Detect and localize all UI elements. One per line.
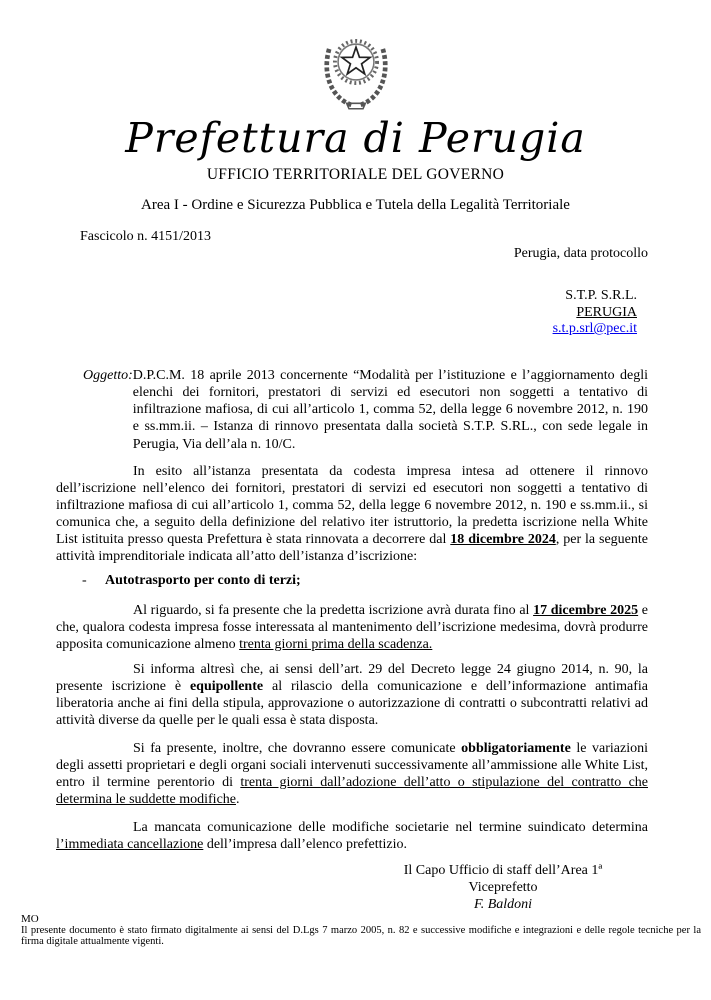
activity-label: Autotrasporto per conto di terzi; — [105, 572, 301, 588]
bullet-dash: - — [82, 572, 87, 588]
signer-role-line2: Viceprefetto — [468, 879, 538, 895]
institution-title: Prefettura di Perugia — [125, 114, 586, 162]
signer-name: F. Baldoni — [473, 896, 533, 912]
paragraph-obligations: Si fa presente, inoltre, che dovranno essere comunicate obbligatoriamente le variazioni degli assetti proprietari e degli organi sociali intervenuti successivamente all’ammissione alle White List, entro il termine perentorio di trenta giorni dall’adozione dell’atto o stipulazione del contratto che determina le suddette modifiche. — [56, 740, 648, 807]
department-line: Area I - Ordine e Sicurezza Pubblica e Tutela della Legalità Territoriale — [141, 197, 570, 213]
file-number: Fascicolo n. 4151/2013 — [80, 229, 212, 244]
letter-body — [56, 229, 648, 913]
recipient-email-link[interactable]: s.t.p.srl@pec.it — [552, 321, 637, 336]
digital-signature-note: Il presente documento è stato firmato digitalmente ai sensi del D.Lgs 7 marzo 2005, n. 82 e successive modifiche e integrazioni e delle regole tecniche per la firma digitale attualmente vigenti. — [21, 924, 701, 948]
subject-text: D.P.C.M. 18 aprile 2013 concernente “Modalità per l’istituzione e l’aggiornamento degli elenchi dei fornitori, prestatori di servizi ed esecutori non soggetti a tentativo di infiltrazione mafiosa, di cui all’articolo 1, comma 52, della legge 6 novembre 2012, n. 190 e ss.mm.ii. – Istanza di rinnovo presentata dalla società S.T.P. S.RL., con sede legale in Perugia, Via dell’ala n. 10/C. — [132, 367, 648, 452]
institution-subtitle: UFFICIO TERRITORIALE DEL GOVERNO — [206, 166, 505, 183]
place-date: Perugia, data protocollo — [513, 246, 648, 261]
signature-block — [358, 862, 648, 913]
signer-role-line1: Il Capo Ufficio di staff dell’Area 1ª — [403, 862, 603, 878]
subject-label: Oggetto: — [83, 367, 133, 383]
recipient-block — [56, 288, 648, 338]
footer-block — [21, 913, 701, 948]
recipient-city: PERUGIA — [576, 304, 637, 320]
subject-section — [83, 367, 648, 453]
footer-initials: MO — [21, 912, 39, 925]
paragraph-equipollente: Si informa altresì che, ai sensi dell’art. 29 del Decreto legge 24 giugno 2014, n. 90, la presente iscrizione è equipollente al rilascio della comunicazione e dell’informazione antimafia liberatoria anche ai fini della stipula, approvazione o autorizzazione di contratti o subcontratti relativi ad attività diverse da quelle per le quali essa è stata disposta. — [56, 661, 648, 728]
recipient-name: S.T.P. S.R.L. — [565, 288, 637, 303]
paragraph-renewal: In esito all’istanza presentata da codesta impresa intesa ad ottenere il rinnovo dell’iscrizione nell’elenco dei fornitori, prestatori di servizi ed esecutori non soggetti a tentativo di infiltrazione mafiosa di cui all’articolo 1, comma 52, della legge 6 novembre 2012, n. 190 e ss.mm.ii., si comunica che, a seguito della definizione del relativo iter istruttorio, la predetta iscrizione nella White List istituita presso questa Prefettura è stata rinnovata a decorrere dal 18 dicembre 2024, per la seguente attività imprenditoriale indicata all’atto dell’istanza d’iscrizione: — [56, 463, 648, 564]
paragraph-duration: Al riguardo, si fa presente che la predetta iscrizione avrà durata fino al 17 dicembre 2025 e che, qualora codesta impresa fosse interessata al mantenimento dell’iscrizione medesima, dovrà produrre apposita comunicazione almeno trenta giorni prima della scadenza. — [56, 602, 648, 652]
activity-bullet — [82, 572, 648, 589]
paragraph-cancellation: La mancata comunicazione delle modifiche societarie nel termine suindicato determina l’immediata cancellazione dell’impresa dall’elenco prefettizio. — [56, 819, 648, 852]
italian-republic-emblem-icon — [317, 26, 395, 112]
